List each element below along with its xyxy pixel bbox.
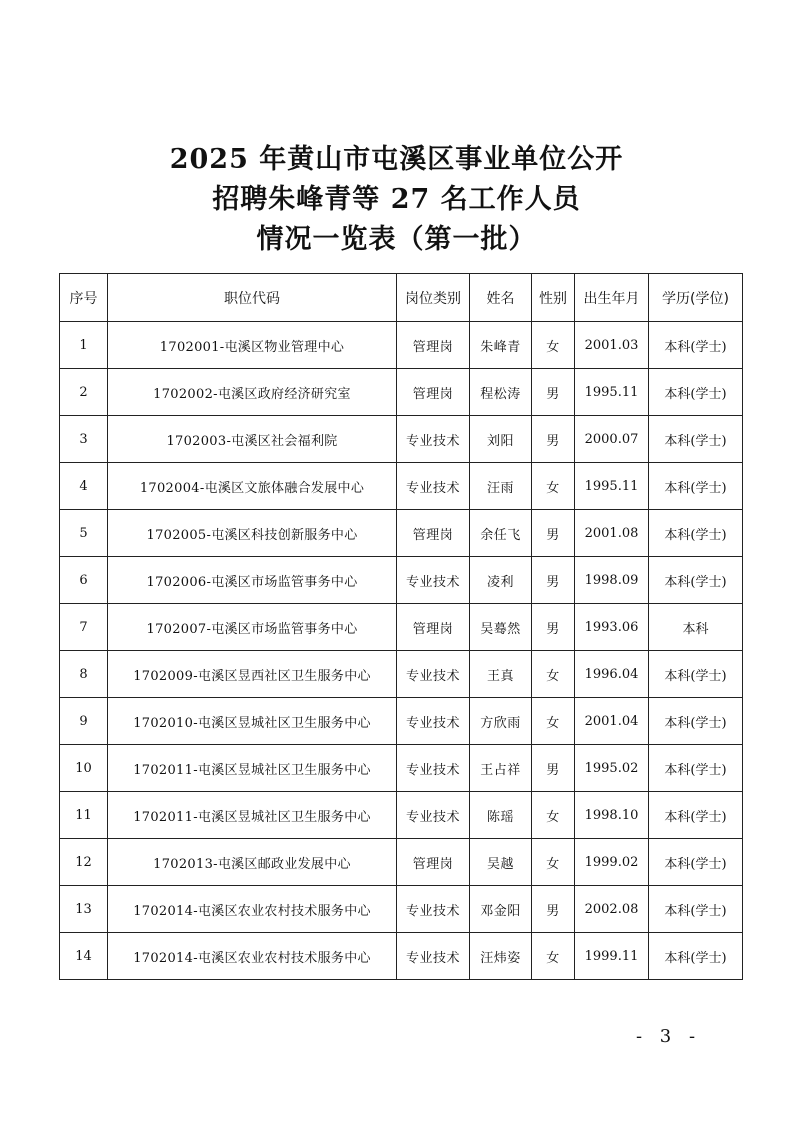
cell-gender: 男 [532,604,575,651]
cell-no: 4 [60,463,108,510]
cell-no: 6 [60,557,108,604]
cell-gender: 男 [532,416,575,463]
cell-no: 8 [60,651,108,698]
cell-no: 1 [60,322,108,369]
title-line-1: 2025 年黄山市屯溪区事业单位公开 [169,144,624,175]
cell-no: 12 [60,839,108,886]
cell-education: 本科(学士) [649,698,743,745]
cell-gender: 男 [532,745,575,792]
cell-education: 本科(学士) [649,651,743,698]
cell-position-type: 专业技术 [397,463,470,510]
cell-education: 本科 [649,604,743,651]
cell-education: 本科(学士) [649,369,743,416]
cell-birth: 1999.02 [575,839,649,886]
cell-position-type: 管理岗 [397,604,470,651]
cell-name: 汪炜姿 [470,933,532,980]
table-row [60,604,743,651]
table-row [60,792,743,839]
cell-birth: 2001.08 [575,510,649,557]
table-row [60,745,743,792]
page-number: - 3 - [636,1026,702,1047]
cell-position-type: 专业技术 [397,745,470,792]
cell-birth: 1996.04 [575,651,649,698]
cell-birth: 1998.09 [575,557,649,604]
header-no: 序号 [60,274,108,322]
cell-position-code: 1702002-屯溪区政府经济研究室 [108,369,397,416]
cell-position-code: 1702010-屯溪区昱城社区卫生服务中心 [108,698,397,745]
table-header-row [60,274,743,322]
header-gender: 性别 [532,274,575,322]
cell-education: 本科(学士) [649,745,743,792]
cell-position-code: 1702007-屯溪区市场监管事务中心 [108,604,397,651]
cell-birth: 1995.11 [575,369,649,416]
table-row [60,510,743,557]
cell-gender: 女 [532,322,575,369]
document-title [0,140,793,260]
cell-position-type: 专业技术 [397,557,470,604]
title-line-2: 招聘朱峰青等 27 名工作人员 [212,184,581,215]
cell-gender: 男 [532,557,575,604]
cell-position-type: 专业技术 [397,416,470,463]
cell-gender: 女 [532,651,575,698]
cell-position-type: 专业技术 [397,792,470,839]
cell-name: 汪雨 [470,463,532,510]
cell-gender: 男 [532,886,575,933]
cell-name: 方欣雨 [470,698,532,745]
cell-education: 本科(学士) [649,510,743,557]
recruitment-table [59,273,743,980]
cell-position-type: 管理岗 [397,369,470,416]
table-row [60,933,743,980]
cell-gender: 男 [532,510,575,557]
cell-education: 本科(学士) [649,322,743,369]
table-row [60,463,743,510]
cell-education: 本科(学士) [649,463,743,510]
cell-birth: 2002.08 [575,886,649,933]
cell-birth: 1993.06 [575,604,649,651]
cell-no: 2 [60,369,108,416]
cell-no: 14 [60,933,108,980]
cell-position-type: 专业技术 [397,698,470,745]
cell-position-code: 1702011-屯溪区昱城社区卫生服务中心 [108,792,397,839]
table-row [60,416,743,463]
cell-position-code: 1702013-屯溪区邮政业发展中心 [108,839,397,886]
cell-name: 陈瑶 [470,792,532,839]
cell-birth: 2000.07 [575,416,649,463]
cell-birth: 2001.04 [575,698,649,745]
table-row [60,698,743,745]
cell-no: 5 [60,510,108,557]
header-birth: 出生年月 [575,274,649,322]
cell-position-type: 专业技术 [397,886,470,933]
cell-gender: 女 [532,839,575,886]
header-position-type: 岗位类别 [397,274,470,322]
cell-education: 本科(学士) [649,886,743,933]
cell-position-code: 1702006-屯溪区市场监管事务中心 [108,557,397,604]
cell-name: 朱峰青 [470,322,532,369]
cell-position-type: 管理岗 [397,839,470,886]
cell-gender: 女 [532,933,575,980]
cell-no: 3 [60,416,108,463]
table-row [60,557,743,604]
cell-no: 13 [60,886,108,933]
cell-position-code: 1702014-屯溪区农业农村技术服务中心 [108,933,397,980]
cell-name: 余任飞 [470,510,532,557]
header-education: 学历(学位) [649,274,743,322]
cell-name: 吴越 [470,839,532,886]
table-row [60,369,743,416]
cell-position-code: 1702001-屯溪区物业管理中心 [108,322,397,369]
cell-gender: 女 [532,463,575,510]
cell-no: 7 [60,604,108,651]
cell-position-code: 1702011-屯溪区昱城社区卫生服务中心 [108,745,397,792]
cell-position-code: 1702004-屯溪区文旅体融合发展中心 [108,463,397,510]
cell-name: 王占祥 [470,745,532,792]
cell-gender: 男 [532,369,575,416]
cell-position-type: 专业技术 [397,933,470,980]
cell-education: 本科(学士) [649,792,743,839]
cell-education: 本科(学士) [649,416,743,463]
cell-position-code: 1702003-屯溪区社会福利院 [108,416,397,463]
header-name: 姓名 [470,274,532,322]
cell-position-code: 1702005-屯溪区科技创新服务中心 [108,510,397,557]
cell-birth: 1995.11 [575,463,649,510]
cell-position-type: 专业技术 [397,651,470,698]
table-row [60,839,743,886]
cell-position-code: 1702009-屯溪区昱西社区卫生服务中心 [108,651,397,698]
cell-birth: 1998.10 [575,792,649,839]
cell-no: 9 [60,698,108,745]
title-line-3: 情况一览表（第一批） [256,224,537,255]
cell-name: 邓金阳 [470,886,532,933]
cell-education: 本科(学士) [649,933,743,980]
cell-position-code: 1702014-屯溪区农业农村技术服务中心 [108,886,397,933]
cell-birth: 1995.02 [575,745,649,792]
header-position-code: 职位代码 [108,274,397,322]
table-row [60,886,743,933]
cell-birth: 2001.03 [575,322,649,369]
cell-gender: 女 [532,698,575,745]
cell-name: 王真 [470,651,532,698]
cell-birth: 1999.11 [575,933,649,980]
cell-no: 11 [60,792,108,839]
cell-name: 吴蓦然 [470,604,532,651]
table-row [60,322,743,369]
cell-position-type: 管理岗 [397,322,470,369]
cell-education: 本科(学士) [649,557,743,604]
cell-position-type: 管理岗 [397,510,470,557]
cell-name: 凌利 [470,557,532,604]
cell-name: 程松涛 [470,369,532,416]
cell-name: 刘阳 [470,416,532,463]
cell-gender: 女 [532,792,575,839]
cell-no: 10 [60,745,108,792]
table-row [60,651,743,698]
cell-education: 本科(学士) [649,839,743,886]
